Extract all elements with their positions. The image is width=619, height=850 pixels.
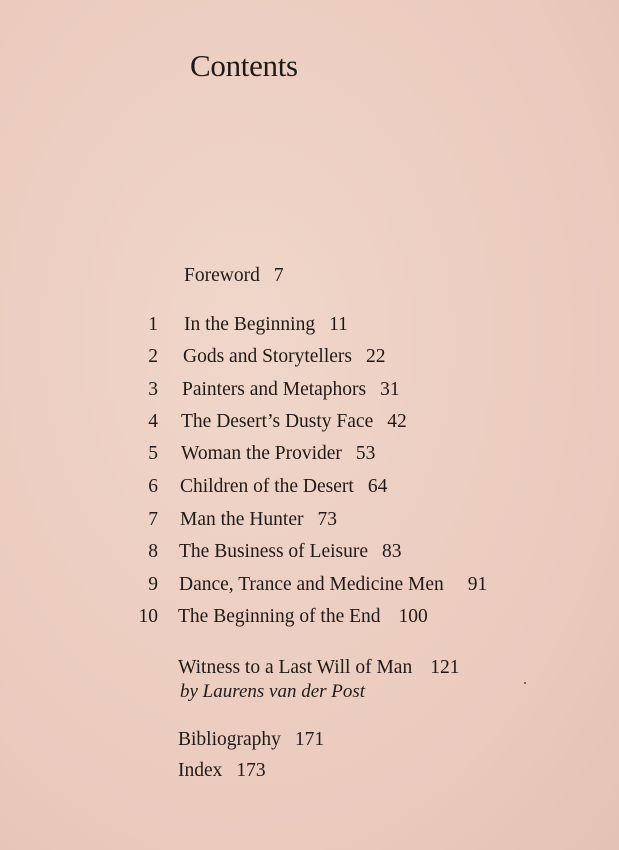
chapter-number: 1 xyxy=(148,314,158,335)
chapter-page: 91 xyxy=(467,574,488,595)
chapter-number: 8 xyxy=(148,541,158,562)
toc-entry-page: 173 xyxy=(236,760,266,781)
chapter-title: In the Beginning xyxy=(184,314,316,335)
chapter-title: Man the Hunter xyxy=(180,509,304,530)
chapter-title: Gods and Storytellers xyxy=(183,346,352,367)
chapter-page: 31 xyxy=(380,379,400,400)
chapter-number: 7 xyxy=(148,509,158,530)
chapter-title: Dance, Trance and Medicine Men xyxy=(179,574,444,595)
witness-author: by Laurens van der Post xyxy=(180,681,366,702)
toc-entry-label: Index xyxy=(178,760,223,781)
chapter-page: 100 xyxy=(398,606,428,627)
toc-entry-page: 171 xyxy=(294,729,325,750)
chapter-number: 10 xyxy=(138,606,158,627)
chapter-number: 6 xyxy=(148,476,158,497)
chapter-title: Woman the Provider xyxy=(181,443,342,464)
chapter-page: 22 xyxy=(365,346,386,367)
chapter-page: 53 xyxy=(355,443,376,464)
chapter-number: 3 xyxy=(148,379,158,400)
page-title: Contents xyxy=(190,48,298,83)
chapter-page: 73 xyxy=(317,509,337,530)
chapter-title: The Business of Leisure xyxy=(179,541,369,562)
chapter-number: 2 xyxy=(148,346,158,367)
ink-speck xyxy=(524,682,526,684)
chapter-title: Children of the Desert xyxy=(180,476,354,497)
chapter-number: 5 xyxy=(148,443,158,464)
chapter-title: The Desert’s Dusty Face xyxy=(181,411,374,432)
chapter-number: 4 xyxy=(148,411,158,432)
chapter-page: 11 xyxy=(329,314,348,335)
chapter-number: 9 xyxy=(148,574,158,595)
chapter-title: The Beginning of the End xyxy=(178,606,381,627)
chapter-title: Painters and Metaphors xyxy=(182,379,367,400)
chapter-page: 42 xyxy=(387,411,407,432)
chapter-page: 64 xyxy=(367,476,388,497)
toc-entry-page: 7 xyxy=(273,265,284,286)
toc-entry-page: 121 xyxy=(430,657,460,678)
toc-entry-label: Foreword xyxy=(184,265,260,286)
chapter-page: 83 xyxy=(382,541,402,562)
toc-entry-label: Witness to a Last Will of Man xyxy=(178,657,413,678)
toc-entry-label: Bibliography xyxy=(178,729,281,750)
